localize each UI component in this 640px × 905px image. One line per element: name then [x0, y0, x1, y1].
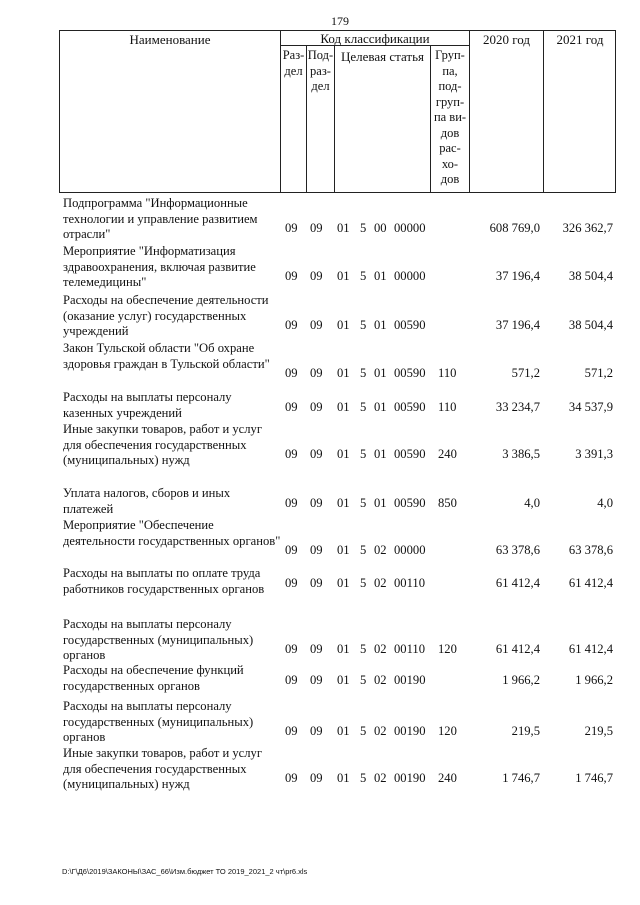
cell-podrazdel: 09 — [310, 495, 323, 510]
cell-cs3: 02 — [374, 575, 387, 590]
cell-cs4: 00190 — [394, 672, 426, 687]
cell-razdel: 09 — [285, 543, 298, 557]
cell-razdel: 09 — [285, 771, 298, 785]
cell-podrazdel: 09 — [310, 672, 323, 687]
cell-cs3: 01 — [374, 318, 387, 332]
cell-2020: 571,2 — [511, 366, 540, 380]
cell-cs3: 02 — [374, 543, 387, 557]
cell-cs4: 00110 — [394, 575, 426, 590]
cell-2021: 1 966,2 — [575, 672, 613, 687]
cell-cs1: 01 — [337, 672, 350, 687]
cell-cs1: 01 — [337, 399, 350, 414]
cell-cs2: 5 — [360, 543, 367, 557]
cell-podrazdel: 09 — [310, 269, 323, 283]
row-name: Расходы на выплаты персоналу государственных (муниципальных) органов — [63, 617, 254, 662]
cell-cs1: 01 — [337, 318, 350, 332]
cell-cs2: 5 — [360, 672, 367, 687]
header-code: Код классификации — [320, 31, 430, 46]
cell-2021: 34 537,9 — [568, 399, 613, 414]
cell-razdel: 09 — [285, 672, 298, 687]
cell-podrazdel: 09 — [310, 221, 323, 235]
header-target: Целевая статья — [340, 49, 424, 64]
cell-2021: 571,2 — [584, 366, 613, 380]
cell-cs1: 01 — [337, 575, 350, 590]
cell-2021: 38 504,4 — [568, 318, 613, 332]
cell-cs2: 5 — [360, 318, 367, 332]
cell-cs4: 00000 — [394, 221, 426, 235]
row-name: Подпрограмма "Информационные технологии и управление развитием отрасли" — [63, 196, 258, 241]
cell-vr: 120 — [438, 724, 457, 738]
cell-2020: 3 386,5 — [502, 447, 540, 461]
cell-2021: 3 391,3 — [575, 447, 613, 461]
row-name: Расходы на выплаты персоналу государственных (муниципальных) органов — [63, 699, 254, 744]
cell-cs3: 01 — [374, 495, 387, 510]
cell-cs2: 5 — [360, 575, 367, 590]
cell-cs4: 00590 — [394, 447, 426, 461]
cell-razdel: 09 — [285, 642, 298, 656]
cell-cs2: 5 — [360, 495, 367, 510]
cell-cs3: 01 — [374, 366, 387, 380]
cell-cs2: 5 — [360, 771, 367, 785]
cell-2021: 326 362,7 — [562, 221, 613, 235]
row-name: Иные закупки товаров, работ и услуг для обеспечения государственных (муниципальных) нужд — [63, 422, 263, 467]
cell-2020: 4,0 — [524, 495, 540, 510]
cell-podrazdel: 09 — [310, 543, 323, 557]
cell-razdel: 09 — [285, 221, 298, 235]
cell-vr: 240 — [438, 447, 457, 461]
cell-cs3: 01 — [374, 447, 387, 461]
row-name: Расходы на выплаты персоналу казенных учреждений — [63, 390, 232, 420]
cell-cs2: 5 — [360, 642, 367, 656]
header-year-2020: 2020 год — [483, 32, 530, 47]
row-name: Расходы на обеспечение функций государственных органов — [63, 663, 244, 693]
cell-cs2: 5 — [360, 269, 367, 283]
cell-2020: 1 746,7 — [502, 771, 540, 785]
cell-razdel: 09 — [285, 724, 298, 738]
cell-cs3: 02 — [374, 642, 387, 656]
row-name: Расходы на обеспечение деятельности (оказание услуг) государственных учреждений — [63, 293, 269, 338]
cell-vr: 850 — [438, 495, 457, 510]
cell-razdel: 09 — [285, 495, 298, 510]
cell-vr: 240 — [438, 771, 457, 785]
cell-cs2: 5 — [360, 366, 367, 380]
cell-cs4: 00110 — [394, 642, 426, 656]
cell-cs3: 02 — [374, 771, 387, 785]
cell-podrazdel: 09 — [310, 724, 323, 738]
cell-2021: 61 412,4 — [568, 575, 613, 590]
row-name: Мероприятие "Информатизация здравоохранения, включая развитие телемедицины" — [63, 244, 256, 289]
cell-podrazdel: 09 — [310, 575, 323, 590]
header-name: Наименование — [129, 32, 211, 47]
cell-2020: 37 196,4 — [495, 318, 540, 332]
page-number: 179 — [331, 14, 349, 28]
cell-cs1: 01 — [337, 221, 350, 235]
file-path-footer: D:\Г\Д6\2019\ЗАКОНЫ\ЗАС_66\Изм.бюджет ТО 2019_2021_2 чт\pr6.xls — [62, 867, 308, 876]
cell-razdel: 09 — [285, 399, 298, 414]
cell-cs3: 02 — [374, 724, 387, 738]
cell-2020: 219,5 — [511, 724, 540, 738]
cell-cs1: 01 — [337, 543, 350, 557]
header-subsection: Под- раз- дел — [307, 48, 334, 93]
cell-cs2: 5 — [360, 221, 367, 235]
cell-cs1: 01 — [337, 495, 350, 510]
cell-2021: 1 746,7 — [575, 771, 613, 785]
row-name: Мероприятие "Обеспечение деятельности государственных органов" — [63, 518, 281, 548]
header-year-2021: 2021 год — [556, 32, 604, 47]
cell-podrazdel: 09 — [310, 366, 323, 380]
cell-vr: 110 — [438, 366, 457, 380]
cell-cs3: 02 — [374, 672, 387, 687]
cell-podrazdel: 09 — [310, 771, 323, 785]
cell-cs2: 5 — [360, 399, 367, 414]
cell-2020: 61 412,4 — [495, 642, 540, 656]
table-header — [59, 30, 616, 193]
cell-cs4: 00000 — [394, 543, 426, 557]
row-name: Закон Тульской области "Об охране здоровья граждан в Тульской области" — [63, 341, 270, 371]
cell-2021: 63 378,6 — [568, 543, 613, 557]
cell-cs3: 00 — [374, 221, 387, 235]
cell-podrazdel: 09 — [310, 447, 323, 461]
cell-cs4: 00000 — [394, 269, 426, 283]
cell-cs4: 00590 — [394, 495, 426, 510]
cell-cs4: 00190 — [394, 724, 426, 738]
cell-2021: 4,0 — [597, 495, 613, 510]
cell-2020: 33 234,7 — [495, 399, 540, 414]
cell-2020: 37 196,4 — [495, 269, 540, 283]
cell-razdel: 09 — [285, 575, 298, 590]
cell-cs1: 01 — [337, 366, 350, 380]
cell-cs4: 00590 — [394, 318, 426, 332]
cell-2020: 63 378,6 — [495, 543, 540, 557]
cell-razdel: 09 — [285, 269, 298, 283]
cell-cs4: 00190 — [394, 771, 426, 785]
cell-cs3: 01 — [374, 269, 387, 283]
cell-cs4: 00590 — [394, 366, 426, 380]
cell-2020: 61 412,4 — [495, 575, 540, 590]
cell-cs1: 01 — [337, 642, 350, 656]
cell-cs1: 01 — [337, 724, 350, 738]
cell-2021: 38 504,4 — [568, 269, 613, 283]
cell-cs2: 5 — [360, 724, 367, 738]
row-name: Иные закупки товаров, работ и услуг для обеспечения государственных (муниципальных) нужд — [63, 746, 263, 791]
cell-cs1: 01 — [337, 269, 350, 283]
cell-vr: 110 — [438, 399, 457, 414]
row-name: Уплата налогов, сборов и иных платежей — [63, 486, 231, 516]
cell-vr: 120 — [438, 642, 457, 656]
row-name: Расходы на выплаты по оплате труда работников государственных органов — [63, 566, 265, 596]
header-group: Груп- па, под- груп- па ви- дов рас- хо- дов — [433, 48, 467, 186]
cell-podrazdel: 09 — [310, 318, 323, 332]
cell-2020: 608 769,0 — [489, 221, 540, 235]
cell-cs3: 01 — [374, 399, 387, 414]
cell-2021: 61 412,4 — [568, 642, 613, 656]
cell-razdel: 09 — [285, 366, 298, 380]
cell-cs1: 01 — [337, 771, 350, 785]
cell-razdel: 09 — [285, 318, 298, 332]
cell-cs1: 01 — [337, 447, 350, 461]
cell-2021: 219,5 — [584, 724, 613, 738]
cell-cs2: 5 — [360, 447, 367, 461]
cell-razdel: 09 — [285, 447, 298, 461]
cell-cs4: 00590 — [394, 399, 426, 414]
cell-2020: 1 966,2 — [502, 672, 540, 687]
cell-podrazdel: 09 — [310, 399, 323, 414]
header-section: Раз- дел — [282, 48, 305, 78]
cell-podrazdel: 09 — [310, 642, 323, 656]
